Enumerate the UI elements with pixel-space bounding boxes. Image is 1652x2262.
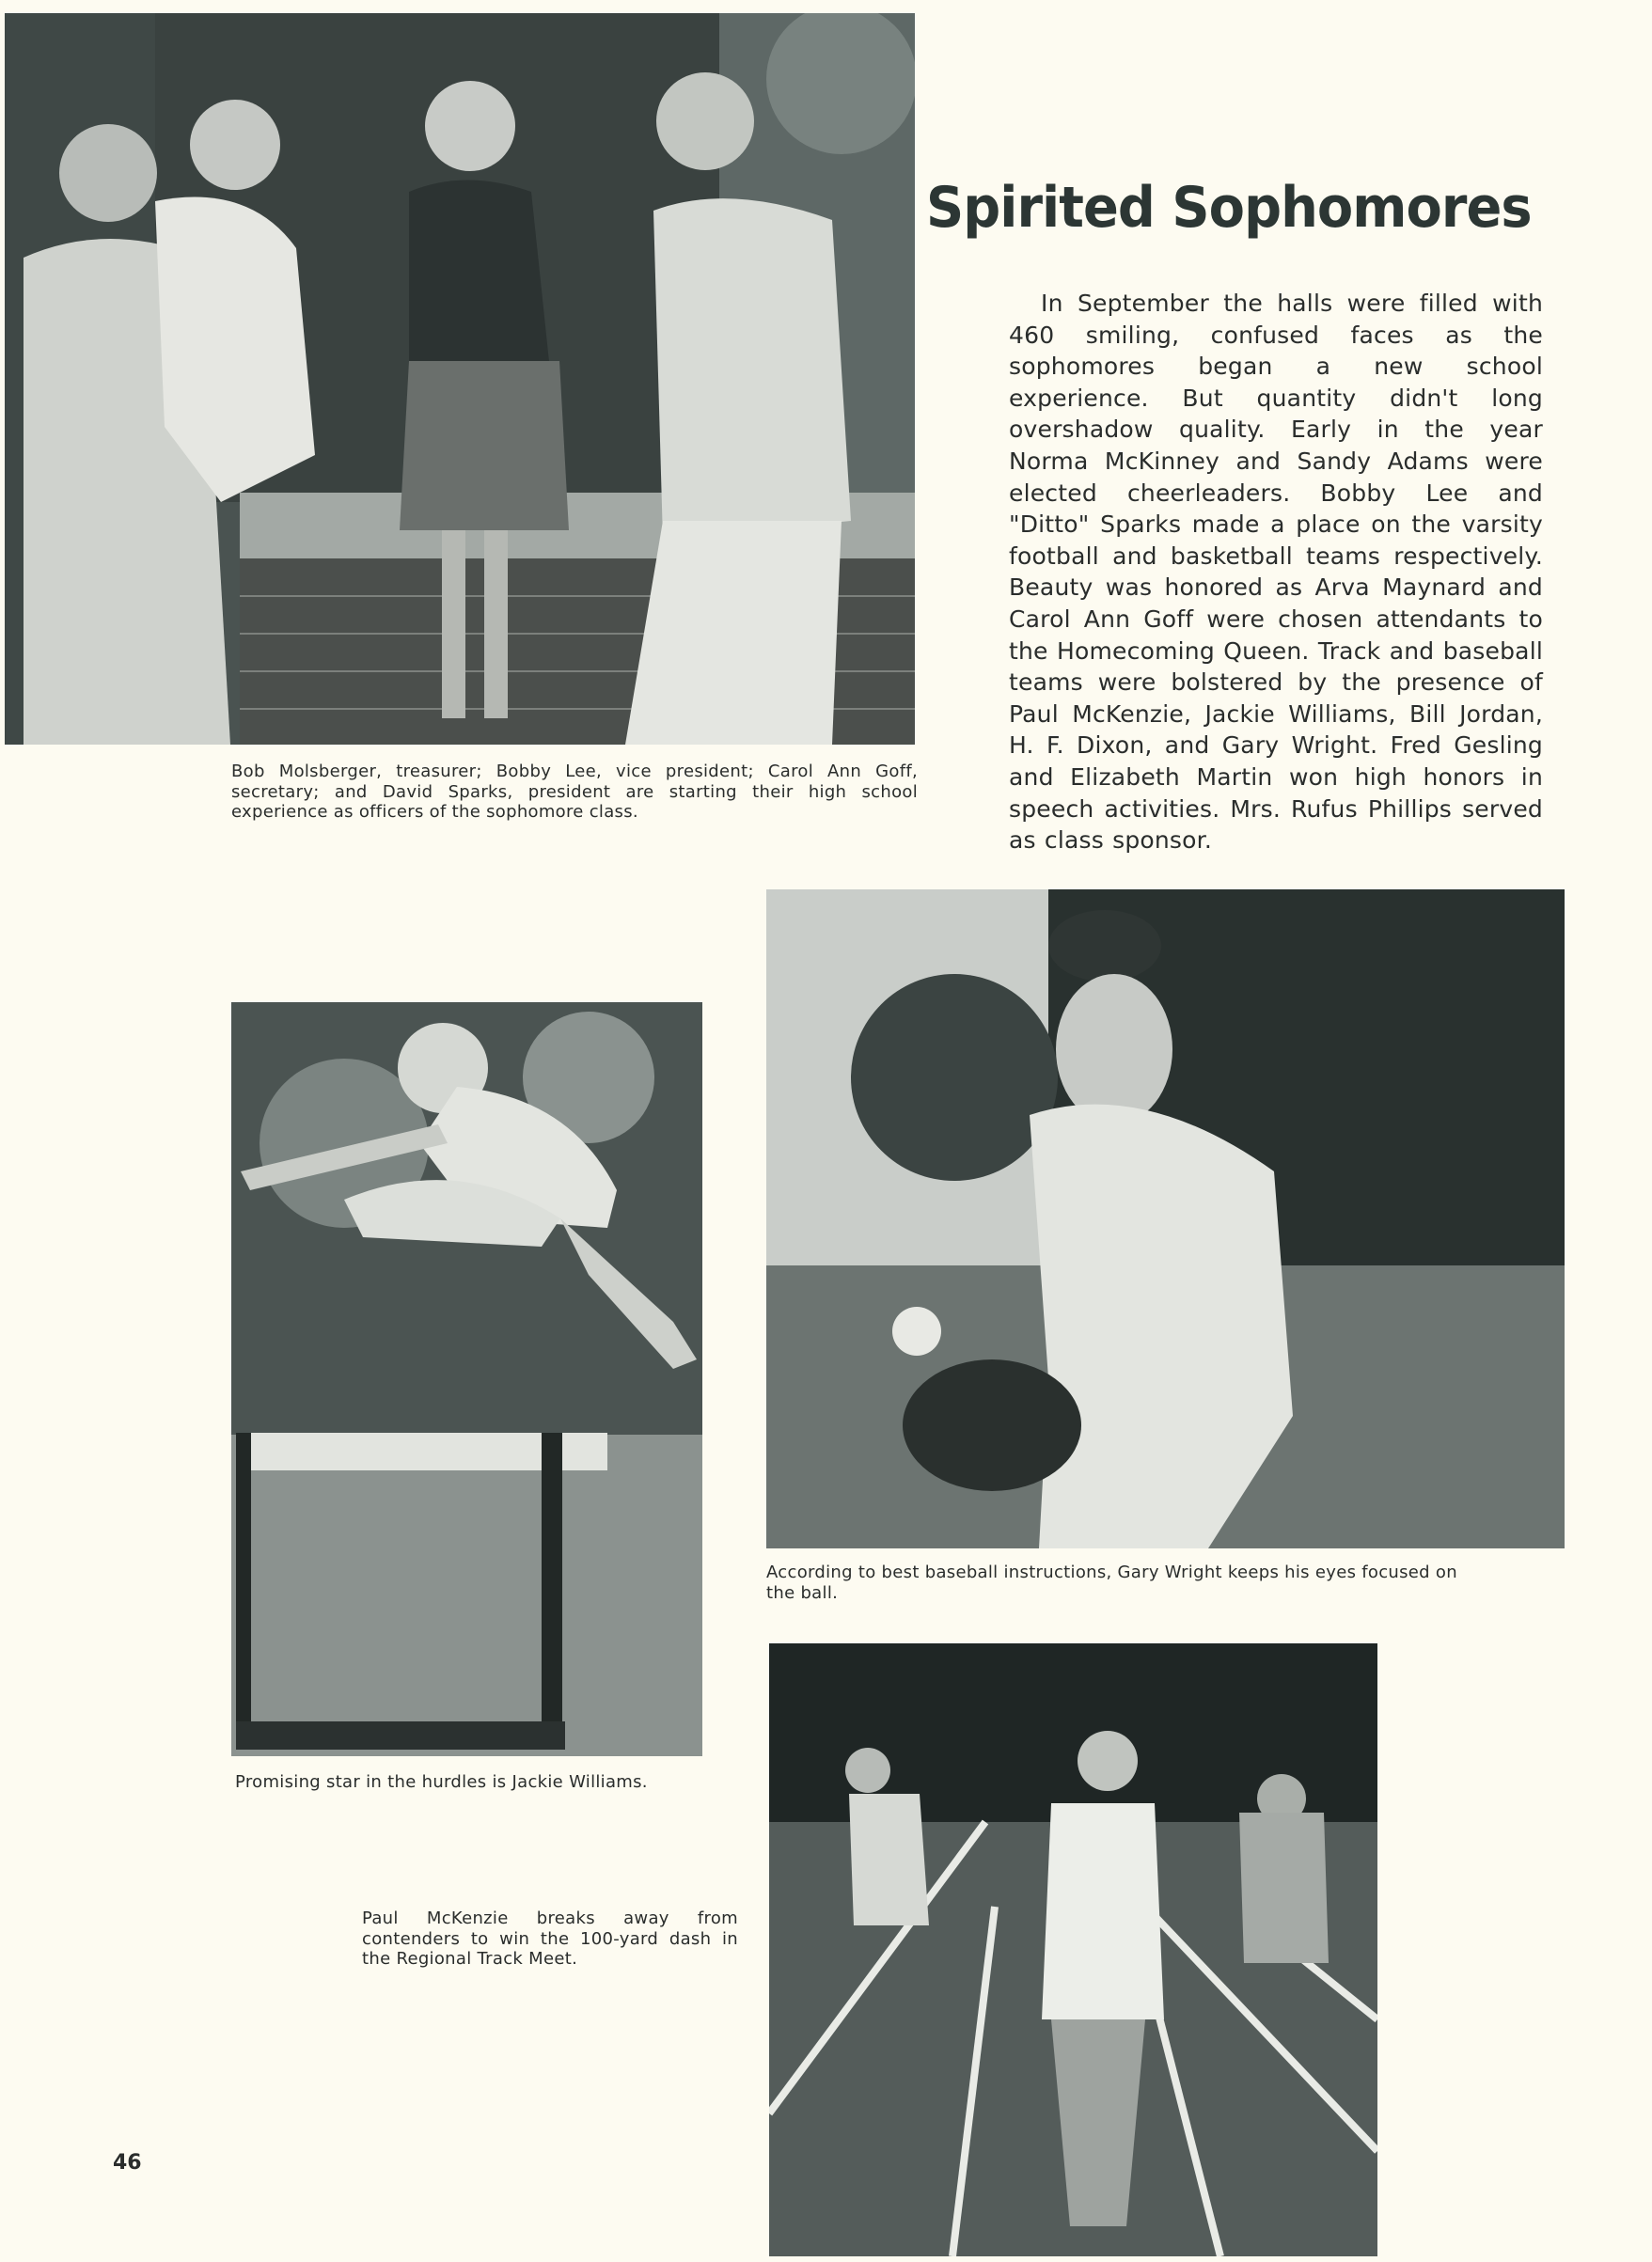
article-body: In September the halls were filled with 460 smiling, confused faces as the sophomores began a new school experience. But quantity didn't long overshadow quality. Early in the year Norma McKinney and Sandy Adams were elected cheerleaders. Bobby Lee and "Ditto" Sparks made a place on the varsity football and basketball teams respectively. Beauty was honored as Arva Maynard and Carol Ann Goff were chosen attendants to the Homecoming Queen. Track and baseball teams were bolstered by the presence of Paul McKenzie, Jackie Williams, Bill Jordan, H. F. Dixon, and Gary Wright. Fred Gesling and Elizabeth Martin won high honors in speech activities. Mrs. Rufus Phillips served as class sponsor. (1009, 290, 1543, 855)
hurdles-photo-image (231, 1002, 702, 1756)
baseball-photo-image (766, 889, 1565, 1548)
page-title: Spirited Sophomores (926, 175, 1532, 241)
dash-caption: Paul McKenzie breaks away from contenders to win the 100-yard dash in the Regional Track Meet. (362, 1909, 738, 1969)
hurdles-caption: Promising star in the hurdles is Jackie Williams. (235, 1772, 648, 1792)
dash-photo-image (769, 1643, 1377, 2256)
hurdles-photo (231, 1002, 702, 1756)
baseball-caption: According to best baseball instructions, Gary Wright keeps his eyes focused on the ball. (766, 1563, 1457, 1603)
officers-photo (5, 13, 915, 745)
page-number: 46 (113, 2151, 142, 2175)
officers-caption: Bob Molsberger, treasurer; Bobby Lee, vice president; Carol Ann Goff, secretary; and David Sparks, president are starting their high school experience as officers of the sophomore class. (231, 762, 918, 822)
baseball-photo (766, 889, 1565, 1548)
dash-photo (769, 1643, 1377, 2256)
officers-photo-image (5, 13, 915, 745)
